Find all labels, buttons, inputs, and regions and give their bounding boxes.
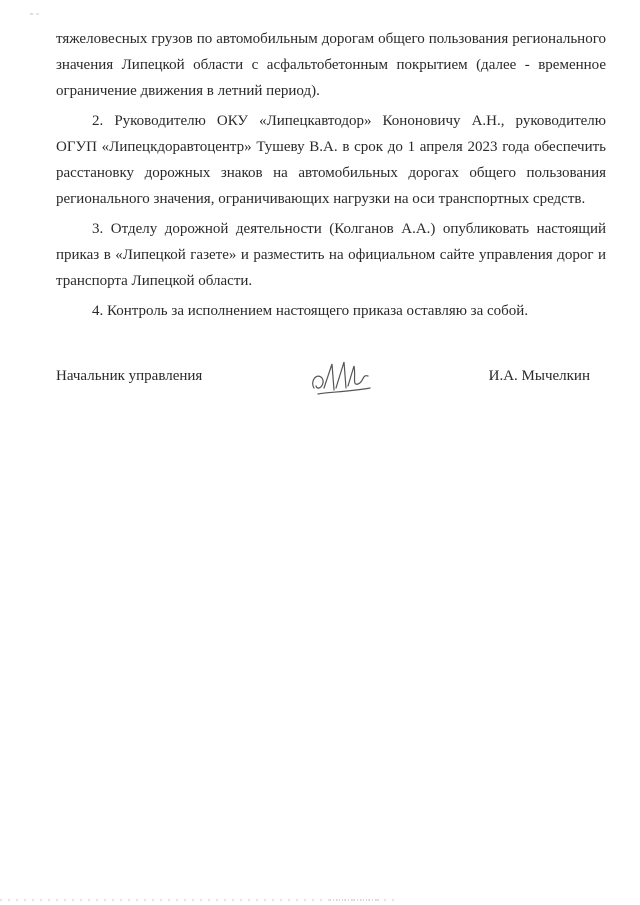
paragraph-4: 4. Контроль за исполнением настоящего приказа оставляю за собой. bbox=[92, 303, 529, 319]
paragraph-continued: тяжеловесных грузов по автомобильным дорогам общего пользования регионального значения Липецкой области с асфальтобетонным покрытием (далее - временное ограничение движения в летний период). bbox=[56, 31, 606, 99]
scan-edge-noise bbox=[0, 896, 640, 904]
handwritten-signature bbox=[308, 358, 378, 398]
signatory-name: И.А. Мычелкин bbox=[488, 368, 590, 384]
signature-block bbox=[56, 364, 606, 404]
scan-speck bbox=[30, 12, 40, 16]
signatory-position: Начальник управления bbox=[56, 368, 203, 384]
paragraph-2: 2. Руководителю ОКУ «Липецкавтодор» Кононовичу А.Н., руководителю ОГУП «Липецкдоравтоцентр» Тушеву В.А. в срок до 1 апреля 2023 года обеспечить расстановку дорожных знаков на автомобильных дорогах общего пользования регионального значения, ограничивающих нагрузки на оси транспортных средств. bbox=[56, 113, 606, 207]
paragraph-3: 3. Отделу дорожной деятельности (Колганов А.А.) опубликовать настоящий приказ в «Липецкой газете» и разместить на официальном сайте управления дорог и транспорта Липецкой области. bbox=[56, 221, 606, 289]
document-body bbox=[56, 26, 606, 324]
